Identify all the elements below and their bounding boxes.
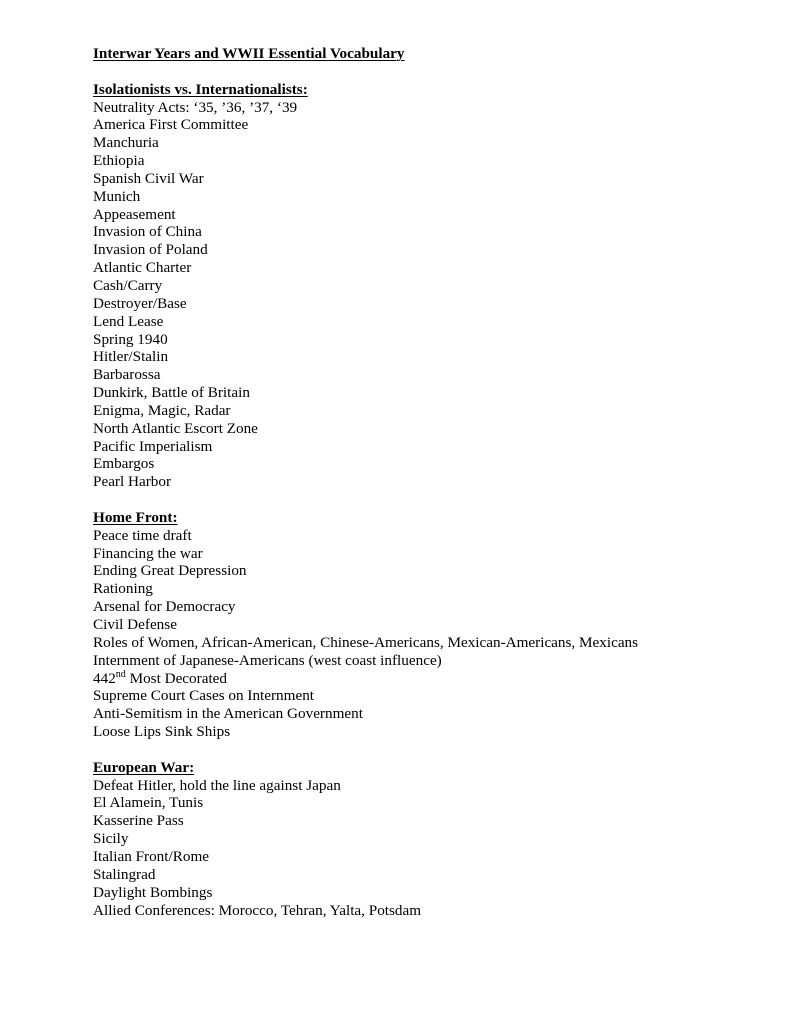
vocab-item: Stalingrad [93, 865, 156, 883]
ordinal-suffix: nd [115, 669, 126, 681]
vocab-item: Allied Conferences: Morocco, Tehran, Yalta, Potsdam [93, 901, 422, 919]
vocab-item: Invasion of Poland [93, 241, 208, 259]
vocab-item-442nd [93, 670, 773, 688]
vocab-item: Manchuria [93, 134, 159, 152]
vocab-item: Anti-Semitism in the American Government [93, 705, 363, 723]
vocab-list [93, 99, 773, 492]
vocab-item: Appeasement [93, 205, 176, 223]
vocab-item: Embargos [93, 455, 155, 473]
vocab-item: America First Committee [93, 116, 249, 134]
vocab-list [93, 777, 773, 920]
vocab-item: Ethiopia [93, 152, 145, 170]
vocab-item: Atlantic Charter [93, 259, 192, 277]
document-title: Interwar Years and WWII Essential Vocabulary [93, 45, 405, 62]
vocab-item: Kasserine Pass [93, 812, 184, 830]
vocab-item: Financing the war [93, 544, 203, 562]
section-home-front [93, 509, 773, 741]
vocab-item: Spring 1940 [93, 330, 168, 348]
section-heading: Home Front: [93, 508, 178, 526]
document-page [93, 45, 773, 919]
vocab-item: Munich [93, 187, 141, 205]
vocab-item: Supreme Court Cases on Internment [93, 687, 315, 705]
spacer [93, 491, 773, 509]
vocab-item: Sicily [93, 830, 129, 848]
vocab-item: Italian Front/Rome [93, 847, 209, 865]
vocab-item: Cash/Carry [93, 276, 163, 294]
vocab-item: Arsenal for Democracy [93, 598, 236, 616]
vocab-item: Daylight Bombings [93, 883, 213, 901]
vocab-item: Lend Lease [93, 312, 164, 330]
vocab-item: Dunkirk, Battle of Britain [93, 384, 250, 402]
vocab-item: Neutrality Acts: ‘35, ’36, ’37, ‘39 [93, 98, 298, 116]
vocab-item: Pearl Harbor [93, 473, 172, 491]
vocab-item: Ending Great Depression [93, 562, 247, 580]
vocab-item: Defeat Hitler, hold the line against Japan [93, 776, 341, 794]
vocab-item: Invasion of China [93, 223, 202, 241]
vocab-item: El Alamein, Tunis [93, 794, 204, 812]
vocab-list [93, 527, 773, 741]
vocab-item: Civil Defense [93, 616, 177, 633]
vocab-item: Pacific Imperialism [93, 437, 213, 455]
vocab-item: Roles of Women, African-American, Chinese-Americans, Mexican-Americans, Mexicans [93, 633, 639, 651]
section-isolationists [93, 81, 773, 491]
vocab-item: Barbarossa [93, 366, 161, 384]
vocab-item: Peace time draft [93, 526, 192, 544]
unit-description: Most Decorated [125, 669, 227, 687]
vocab-item: Spanish Civil War [93, 169, 204, 187]
vocab-item: Rationing [93, 580, 153, 598]
vocab-item: Enigma, Magic, Radar [93, 401, 231, 419]
section-european-war [93, 759, 773, 920]
spacer [93, 63, 773, 81]
section-heading: Isolationists vs. Internationalists: [93, 80, 308, 98]
vocab-item: Hitler/Stalin [93, 348, 169, 366]
spacer [93, 741, 773, 759]
vocab-item: North Atlantic Escort Zone [93, 419, 258, 437]
unit-number: 442 [93, 669, 116, 687]
section-heading: European War: [93, 758, 195, 776]
vocab-item: Destroyer/Base [93, 294, 187, 312]
vocab-item: Internment of Japanese-Americans (west coast influence) [93, 651, 442, 669]
vocab-item: Loose Lips Sink Ships [93, 723, 231, 741]
